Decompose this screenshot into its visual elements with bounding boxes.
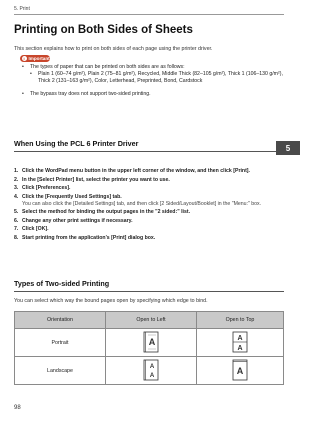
row-label-portrait: Portrait	[15, 329, 106, 357]
cell-landscape-open-top	[197, 357, 284, 385]
landscape-open-top-icon	[231, 359, 249, 381]
svg-text:A: A	[148, 336, 156, 347]
chapter-tab: 5	[276, 141, 300, 155]
step-text: Click the WordPad menu button in the upper left corner of the window, and then click [Print].	[22, 168, 250, 174]
cell-landscape-open-left	[106, 357, 197, 385]
important-subitem-paper-list: • Plain 1 (60–74 g/m²), Plain 2 (75–81 g/m²), Recycled, Middle Thick (82–105 g/m²), Thick 1 (106–130 g/m²), Thick 2 (131–163 g/m²), Color, Letterhead, Preprinted, Bond, Cardstock	[22, 71, 284, 85]
row-label-landscape: Landscape	[15, 357, 106, 385]
step-text: Change any other print settings if necessary.	[22, 217, 133, 224]
svg-text:A: A	[149, 372, 155, 379]
column-header-orientation: Orientation	[15, 312, 106, 329]
step-number: 5.	[14, 209, 19, 216]
step-item	[14, 168, 278, 175]
step-item	[14, 235, 278, 242]
section-heading-duplex-types: Types of Two-sided Printing	[14, 279, 110, 288]
column-header-open-top: Open to Top	[197, 312, 284, 329]
step-item	[14, 185, 278, 192]
step-item	[14, 209, 278, 216]
column-header-open-left: Open to Left	[106, 312, 197, 329]
step-text: Click the [Frequently Used Settings] tab.	[22, 193, 122, 200]
step-number: 3.	[14, 185, 19, 191]
section-divider-duplex-types	[14, 291, 284, 292]
important-badge	[20, 55, 50, 62]
page-number: 98	[14, 405, 21, 411]
step-text: Click [Preferences].	[22, 185, 71, 191]
svg-text:A: A	[236, 365, 244, 376]
step-item	[14, 218, 278, 225]
step-number: 8.	[14, 234, 19, 241]
table-row	[15, 329, 284, 357]
step-item	[14, 194, 278, 208]
landscape-open-left-icon	[142, 359, 160, 381]
intro-text: This section explains how to print on both sides of each page using the printer driver.	[14, 46, 213, 52]
step-number: 7.	[14, 226, 19, 233]
step-note: You can also click the [Detailed Settings] tab, and then click [2 Sided/Layout/Booklet] in the "Menu:" box.	[22, 200, 262, 207]
step-item	[14, 226, 278, 233]
portrait-open-top-icon	[231, 331, 249, 353]
step-number: 1.	[14, 168, 19, 174]
step-text: Click [OK].	[22, 226, 49, 233]
cell-portrait-open-left	[106, 329, 197, 357]
step-number: 6.	[14, 217, 19, 224]
duplex-types-description: You can select which way the bound pages open by specifying which edge to bind.	[14, 298, 208, 304]
important-item-bypass-tray: • The bypass tray does not support two-sided printing.	[22, 91, 284, 98]
step-text: Select the method for binding the output pages in the "2 sided:" list.	[22, 209, 191, 216]
portrait-open-left-icon	[142, 331, 160, 353]
steps-list	[14, 168, 278, 243]
step-number: 4.	[14, 193, 19, 200]
duplex-types-table	[14, 311, 284, 385]
svg-text:A: A	[237, 344, 243, 352]
step-item	[14, 177, 278, 184]
svg-text:A: A	[237, 334, 243, 342]
step-text: In the [Select Printer] list, select the printer you want to use.	[22, 176, 170, 183]
info-icon: i	[23, 56, 25, 61]
table-header-row	[15, 312, 284, 329]
step-number: 2.	[14, 176, 19, 183]
svg-text:A: A	[149, 363, 155, 370]
section-heading-pcl6: When Using the PCL 6 Printer Driver	[14, 139, 139, 148]
header-divider	[14, 14, 284, 15]
important-list	[22, 64, 284, 98]
page-title: Printing on Both Sides of Sheets	[14, 24, 193, 36]
important-label: Important	[28, 56, 50, 61]
step-text: Start printing from the application's [Print] dialog box.	[22, 234, 156, 241]
cell-portrait-open-top	[197, 329, 284, 357]
running-head: 5. Print	[14, 6, 30, 12]
important-item-paper-types: • The types of paper that can be printed on both sides are as follows:	[22, 64, 284, 71]
table-row	[15, 357, 284, 385]
section-divider-pcl6	[14, 151, 284, 152]
